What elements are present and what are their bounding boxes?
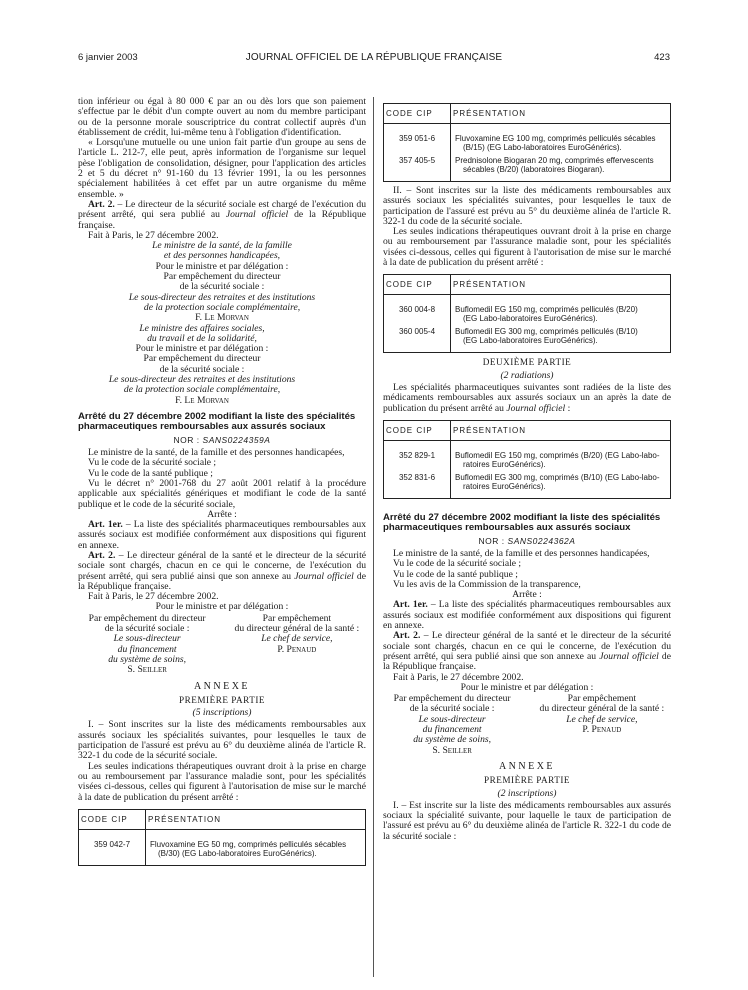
- signature-line: Le chef de service,: [566, 713, 638, 725]
- article-2: [383, 631, 671, 672]
- column-header-code: CODE CIP: [79, 809, 146, 829]
- cip-table: [383, 420, 671, 499]
- done-at: Fait à Paris, le 27 décembre 2002.: [88, 229, 219, 241]
- article-2: [78, 551, 366, 592]
- delegation-line: Pour le ministre et par délégation :: [155, 601, 289, 613]
- signature-line: Le chef de service,: [261, 633, 333, 645]
- part-heading: PREMIÈRE PARTIE: [179, 694, 265, 705]
- article-text: – La liste des spécialités pharmaceutiques remboursables aux assurés sociaux est modifiée conformément aux dispositions qui figurent en annexe.: [78, 519, 366, 551]
- page-number: 423: [654, 52, 670, 63]
- signatures: [383, 694, 671, 756]
- signature-line: Le ministre des affaires sociales,: [139, 322, 265, 334]
- table-row: [384, 124, 671, 155]
- signatory-name: S. Seiller: [432, 744, 472, 756]
- done-at: Fait à Paris, le 27 décembre 2002.: [393, 671, 524, 683]
- paragraph: I. – Sont inscrites sur la liste des médicaments remboursables aux assurés sociaux les spécialités suivantes, pour lesquelles le taux de participation de l'assuré est prévu au 6° du deuxième alinéa de l'article R. 322-1 du code de la sécurité sociale.: [78, 719, 366, 762]
- signature-line: de la sécurité sociale :: [104, 623, 190, 635]
- signature-line: du système de soins,: [108, 653, 187, 665]
- cip-code: 352 829-1: [384, 440, 451, 471]
- done-at: Fait à Paris, le 27 décembre 2002.: [88, 591, 219, 603]
- decree-title: Arrêté du 27 décembre 2002 modifiant la liste des spécialités pharmaceutiques remboursables aux assurés sociaux: [383, 511, 661, 534]
- delegation-line: Pour le ministre et par délégation :: [460, 681, 594, 693]
- table-row: [384, 295, 671, 326]
- cip-table: [383, 274, 671, 353]
- paragraph: Vu le code de la sécurité sociale ;: [393, 558, 522, 570]
- cip-code: 360 004-8: [384, 295, 451, 326]
- cip-table: [383, 103, 671, 182]
- signature-line: Par empêchement du directeur: [393, 693, 511, 705]
- presentation-text: Fluvoxamine EG 50 mg, comprimés pelliculés sécables: [150, 839, 347, 849]
- nor-label: NOR :: [173, 434, 203, 445]
- article-text: – Le directeur de la sécurité sociale est chargé de l'exécution du présent arrêté, qui sera publié au: [78, 198, 366, 221]
- article-label: Art. 1er.: [88, 519, 123, 531]
- presentation-text: (EG Labo-laboratoires EuroGénérics).: [463, 314, 598, 324]
- presentation: [451, 154, 671, 182]
- presentation-text: Buflomedil EG 300 mg, comprimés pelliculés (B/10): [455, 327, 638, 337]
- presentation: [451, 295, 671, 326]
- signature-block: [533, 694, 671, 756]
- signature-block: [383, 694, 521, 756]
- signature-line: Le sous-directeur des retraites et des institutions: [128, 291, 316, 303]
- table-row: [384, 440, 671, 471]
- presentation: [451, 440, 671, 471]
- article-label: Art. 2.: [393, 630, 421, 642]
- article-label: Art. 2.: [88, 198, 115, 210]
- paragraph: Vu le code de la santé publique ;: [88, 467, 213, 479]
- paragraph: Le ministre de la santé, de la famille et des personnes handicapées,: [393, 547, 650, 559]
- right-column: [383, 97, 671, 842]
- cip-code: 360 005-4: [384, 325, 451, 353]
- presentation: [451, 124, 671, 155]
- signature-line: du système de soins,: [413, 734, 492, 746]
- signature-line: du financement: [117, 643, 177, 655]
- nor-code: SANS0224359A: [202, 434, 271, 445]
- article-text: – La liste des spécialités pharmaceutiques remboursables aux assurés sociaux est modifiée conformément aux dispositions qui figurent en annexe.: [383, 599, 671, 632]
- article-2: [78, 200, 366, 231]
- presentation: [451, 471, 671, 499]
- signature-line: de la sécurité sociale :: [409, 703, 495, 715]
- table-header: [384, 104, 671, 124]
- decree-title: Arrêté du 27 décembre 2002 modifiant la liste des spécialités pharmaceutiques remboursables aux assurés sociaux: [78, 410, 356, 433]
- article-text: de la République française.: [383, 650, 671, 673]
- cip-code: 359 051-6: [384, 124, 451, 155]
- paragraph: « Lorsqu'une mutuelle ou une union fait partie d'un groupe au sens de l'article L. 212-7, elle peut, après information de l'organisme sur lequel pèse l'obligation de consolidation, désigner, pour l'application des articles 2 et 5 du décret n° 91-160 du 13 février 1991, la ou les personnes spécialement habilitées à cet effet par un autre organisme du même ensemble. »: [78, 137, 366, 200]
- signatory-name: F. Le Morvan: [195, 312, 249, 324]
- table-row: [384, 471, 671, 499]
- inscriptions-count: (5 inscriptions): [192, 707, 252, 719]
- signatory-name: P. Penaud: [582, 724, 622, 736]
- signature-line: Le sous-directeur: [113, 633, 181, 645]
- nor-reference: [78, 435, 366, 445]
- table-row: [384, 154, 671, 182]
- signature-line: Par empêchement: [262, 612, 332, 624]
- presentation-text: ratoires EuroGénérics).: [463, 459, 546, 469]
- signatory-name: S. Seiller: [127, 664, 167, 676]
- signatory-name: F. Le Morvan: [175, 394, 229, 406]
- signature-line: du directeur général de la santé :: [234, 623, 360, 635]
- column-divider: [373, 97, 374, 977]
- signature-line: Par empêchement du directeur: [88, 612, 206, 624]
- column-header-presentation: PRÉSENTATION: [451, 275, 671, 295]
- presentation: [451, 325, 671, 353]
- signature-block: [228, 614, 366, 676]
- signature-line: de la sécurité sociale :: [159, 363, 245, 375]
- paragraph: Vu le code de la sécurité sociale ;: [88, 457, 217, 469]
- signature-line: de la protection sociale complémentaire,: [123, 384, 281, 396]
- paragraph: Les seules indications thérapeutiques ouvrant droit à la prise en charge ou au remboursement par l'assurance maladie sont, pour les spécialités visées ci-dessous, celles qui figurent à l'autorisation de mise sur le marché à la date de publication du présent arrêté :: [383, 226, 671, 269]
- article-label: Art. 2.: [88, 549, 116, 561]
- article-text: – Le directeur général de la santé et le directeur de la sécurité sociale sont chargés, chacun en ce qui le concerne, de l'exécution du présent arrêté, qui sera publié ainsi que son annexe au: [78, 549, 366, 582]
- table-header: [384, 275, 671, 295]
- signature-line: Par empêchement du directeur: [163, 271, 281, 283]
- nor-label: NOR :: [478, 535, 508, 546]
- column-header-code: CODE CIP: [384, 275, 451, 295]
- presentation-text: Fluvoxamine EG 100 mg, comprimés pelliculés sécables: [455, 134, 656, 143]
- table-row: [79, 829, 366, 865]
- paragraph: Vu le code de la santé publique ;: [393, 568, 518, 580]
- paragraph-text: :: [565, 402, 571, 414]
- signature-line: Le ministre de la santé, de la famille: [152, 240, 292, 252]
- paragraph: Le ministre de la santé, de la famille et des personnes handicapées,: [88, 447, 345, 459]
- cip-code: 352 831-6: [384, 471, 451, 499]
- table-header: [384, 420, 671, 440]
- presentation-text: Prednisolone Biogaran 20 mg, comprimés effervescents: [455, 156, 654, 165]
- paragraph: II. – Sont inscrites sur la liste des médicaments remboursables aux assurés sociaux les spécialités suivantes, pour lesquelles le taux de participation de l'assuré est prévu au 5° du deuxième alinéa de l'article R. 322-1 du code de la sécurité sociale.: [383, 185, 671, 227]
- page-header: [0, 52, 748, 66]
- journal-ref: Journal officiel: [506, 402, 566, 414]
- radiations-count: (2 radiations): [500, 369, 554, 381]
- cip-code: 359 042-7: [79, 829, 146, 865]
- signature-line: et des personnes handicapées,: [163, 250, 281, 262]
- nor-code: SANS0224362A: [507, 535, 576, 546]
- column-header-code: CODE CIP: [384, 420, 451, 440]
- nor-reference: [383, 536, 671, 546]
- signature-line: du travail et de la solidarité,: [147, 332, 257, 344]
- signature-line: de la sécurité sociale :: [179, 281, 265, 293]
- article-text: de la République française.: [78, 209, 367, 231]
- cip-table: [78, 809, 366, 866]
- left-column: [78, 97, 366, 870]
- signature-line: Par empêchement du directeur: [143, 353, 261, 365]
- signature-block: [78, 324, 326, 406]
- annexe-heading: ANNEXE: [498, 760, 556, 772]
- signature-block: [78, 614, 216, 676]
- journal-ref: Journal officiel: [294, 570, 354, 582]
- paragraph: tion inférieur ou égal à 80 000 € par an ou dès lors que son paiement s'effectue par le débit d'un compte ouvert au nom du membre participant ou de la personne morale souscriptrice du contrat collectif auprès d'un établissement de crédit, lui-même tenu à l'obligation d'identification.: [78, 96, 366, 138]
- paragraph: Vu le décret n° 2001-768 du 27 août 2001 relatif à la procédure applicable aux spécialités génériques et modifiant le code de la santé publique et le code de la sécurité sociale,: [78, 477, 366, 510]
- column-header-presentation: PRÉSENTATION: [451, 420, 671, 440]
- signature-line: du financement: [422, 724, 482, 736]
- paragraph: Vu les avis de la Commission de la transparence,: [393, 578, 581, 590]
- article-text: de la République française.: [78, 570, 366, 592]
- article-1: [78, 520, 366, 551]
- paragraph-text: Les spécialités pharmaceutiques suivantes sont radiées de la liste des médicaments remboursables aux assurés sociaux un an après la date de publication du présent arrêté au: [383, 381, 671, 414]
- signatory-name: P. Penaud: [277, 643, 317, 655]
- paragraph: I. – Est inscrite sur la liste des médicaments remboursables aux assurés sociaux la spécialité suivante, pour laquelle le taux de participation de l'assuré est prévu au 6° du deuxième alinéa de l'article R. 322-1 du code de la sécurité sociale :: [383, 799, 671, 842]
- cip-code: 357 405-5: [384, 154, 451, 182]
- signature-line: Le sous-directeur des retraites et des institutions: [108, 374, 296, 386]
- signatures: [78, 614, 366, 676]
- signature-block: [78, 241, 366, 323]
- article-1: [383, 600, 671, 631]
- presentation-text: Buflomedil EG 150 mg, comprimés pelliculés (B/20): [455, 305, 638, 315]
- paragraph: Les seules indications thérapeutiques ouvrant droit à la prise en charge ou au remboursement par l'assurance maladie sont, pour les spécialités visées ci-dessous, celles qui figurent à l'autorisation de mise sur le marché à la date de publication du présent arrêté :: [78, 760, 366, 803]
- presentation-text: Buflomedil EG 300 mg, comprimés (B/10) (EG Labo-labo-: [455, 472, 660, 482]
- part-heading: DEUXIÈME PARTIE: [482, 357, 572, 368]
- journal-ref: Journal officiel: [599, 650, 659, 662]
- signature-line: Le sous-directeur: [418, 713, 486, 725]
- column-header-presentation: PRÉSENTATION: [451, 104, 671, 124]
- presentation-text: (B/15) (EG Labo-laboratoires EuroGénérics).: [463, 143, 622, 152]
- presentation-text: (EG Labo-laboratoires EuroGénérics).: [463, 336, 598, 346]
- arrete-heading: Arrête :: [207, 508, 237, 520]
- paragraph: [383, 383, 671, 414]
- table-header: [79, 809, 366, 829]
- issue-date: 6 janvier 2003: [78, 52, 138, 63]
- column-header-presentation: PRÉSENTATION: [146, 809, 366, 829]
- journal-ref: Journal officiel: [225, 209, 289, 221]
- arrete-heading: Arrête :: [512, 589, 542, 601]
- article-label: Art. 1er.: [393, 599, 428, 611]
- journal-title: JOURNAL OFFICIEL DE LA RÉPUBLIQUE FRANÇAISE: [245, 52, 503, 63]
- column-header-code: CODE CIP: [384, 104, 451, 124]
- presentation: [146, 829, 366, 865]
- signature-line: Par empêchement: [567, 693, 637, 705]
- signature-line: de la protection sociale complémentaire,: [143, 301, 301, 313]
- table-row: [384, 325, 671, 353]
- signature-line: Pour le ministre et par délégation :: [135, 343, 269, 355]
- presentation-text: (B/30) (EG Labo-laboratoires EuroGénérics).: [158, 848, 317, 858]
- presentation-text: ratoires EuroGénérics).: [463, 481, 546, 491]
- article-text: – Le directeur général de la santé et le directeur de la sécurité sociale sont chargés, chacun en ce qui le concerne, de l'exécution du présent arrêté, qui sera publié ainsi que son annexe au: [383, 630, 671, 662]
- part-heading: PREMIÈRE PARTIE: [484, 775, 570, 786]
- annexe-heading: ANNEXE: [193, 680, 251, 692]
- presentation-text: Buflomedil EG 150 mg, comprimés (B/20) (EG Labo-labo-: [455, 450, 660, 460]
- signature-line: du directeur général de la santé :: [539, 703, 665, 715]
- inscriptions-count: (2 inscriptions): [497, 787, 557, 799]
- signature-line: Pour le ministre et par délégation :: [155, 260, 289, 272]
- presentation-text: sécables (B/20) (laboratoires Biogaran).: [463, 165, 605, 174]
